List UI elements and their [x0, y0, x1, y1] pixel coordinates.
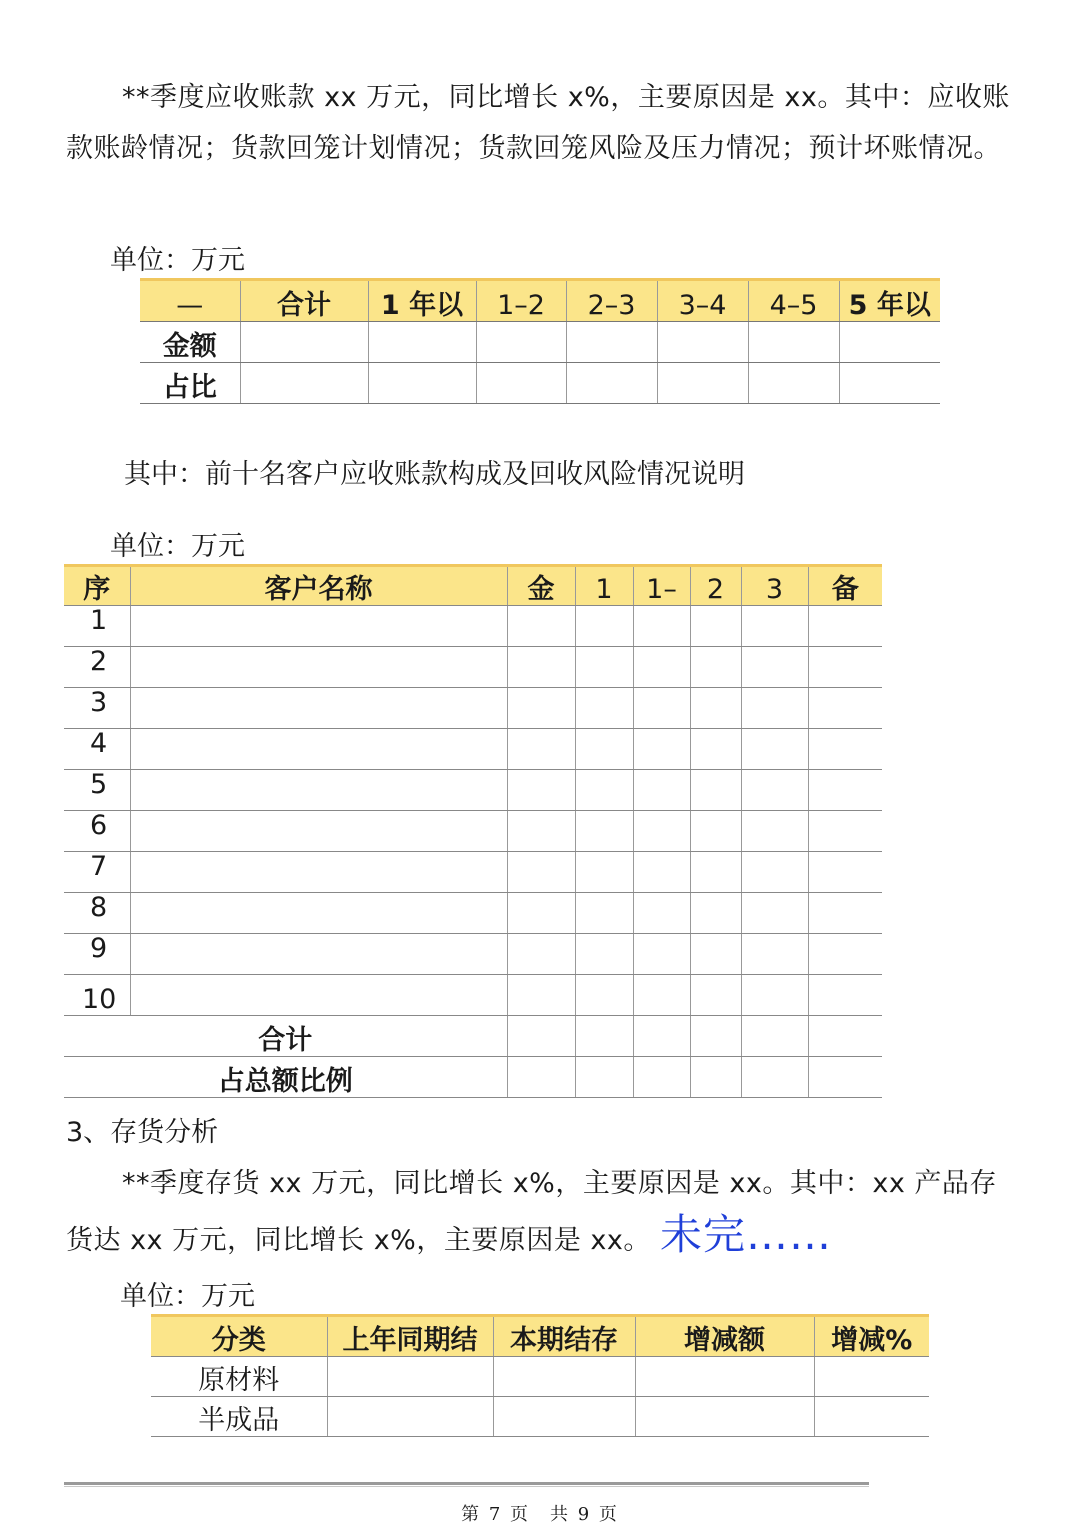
table-cell[interactable]	[814, 1397, 929, 1437]
table-row	[64, 770, 882, 811]
table-cell[interactable]	[566, 322, 657, 363]
ratio-label: 占总额比例	[64, 1057, 507, 1098]
table-cell[interactable]	[808, 893, 882, 934]
table-cell[interactable]	[507, 729, 575, 770]
table-cell[interactable]	[690, 893, 741, 934]
top-ten-header-cell: 客户名称	[130, 566, 507, 606]
footer-divider-thin	[64, 1486, 869, 1487]
table-cell[interactable]	[741, 1016, 808, 1057]
top-ten-table-header	[64, 566, 882, 606]
table-cell[interactable]	[690, 606, 741, 647]
table-row	[64, 688, 882, 729]
table-cell[interactable]	[130, 729, 507, 770]
top-ten-header-cell: 金	[507, 566, 575, 606]
table-cell[interactable]	[741, 688, 808, 729]
table-cell[interactable]	[633, 893, 690, 934]
top-ten-table	[64, 564, 882, 1098]
table-cell[interactable]	[507, 975, 575, 1016]
table-row	[151, 1357, 929, 1397]
table-cell[interactable]	[808, 1057, 882, 1098]
aging-table	[140, 278, 940, 404]
table-cell[interactable]	[741, 606, 808, 647]
table-cell[interactable]	[240, 322, 368, 363]
table-cell[interactable]	[507, 647, 575, 688]
table-cell[interactable]	[633, 975, 690, 1016]
table-cell[interactable]	[657, 322, 748, 363]
table-cell[interactable]	[575, 688, 633, 729]
aging-table-header	[140, 280, 940, 322]
table-cell[interactable]	[476, 322, 566, 363]
footer-divider	[64, 1482, 869, 1485]
table-row	[64, 729, 882, 770]
table-cell[interactable]	[741, 811, 808, 852]
table-row-ratio	[64, 1057, 882, 1098]
table-row	[64, 606, 882, 647]
table-cell[interactable]	[633, 688, 690, 729]
table-cell[interactable]	[130, 934, 507, 975]
table-cell[interactable]	[808, 688, 882, 729]
table-cell[interactable]	[507, 1057, 575, 1098]
row-number: 4	[64, 729, 130, 770]
table-cell[interactable]	[808, 729, 882, 770]
table-cell[interactable]	[690, 852, 741, 893]
table-cell[interactable]	[130, 606, 507, 647]
row-label-ratio: 占比	[140, 363, 240, 404]
table-cell[interactable]	[507, 934, 575, 975]
table-cell[interactable]	[808, 934, 882, 975]
inventory-heading: 3、存货分析	[66, 1117, 219, 1148]
table-cell[interactable]	[507, 606, 575, 647]
table-cell[interactable]	[633, 647, 690, 688]
table-cell[interactable]	[633, 1016, 690, 1057]
aging-header-cell: 5 年以	[839, 280, 940, 322]
inventory-table-header	[151, 1316, 929, 1357]
table-cell[interactable]	[633, 606, 690, 647]
table-cell[interactable]	[808, 770, 882, 811]
aging-header-cell: 1 年以	[368, 280, 476, 322]
receivables-paragraph: **季度应收账款 xx 万元，同比增长 x%，主要原因是 xx。其中：应收账款账龄情况；货款回笼计划情况；货款回笼风险及压力情况；预计坏账情况。	[66, 82, 1010, 164]
table-row	[151, 1397, 929, 1437]
table-cell[interactable]	[130, 688, 507, 729]
table-cell[interactable]	[808, 975, 882, 1016]
table1-unit-label: 单位：万元	[110, 245, 245, 276]
top-ten-header-cell: 1	[575, 566, 633, 606]
table-cell[interactable]	[633, 729, 690, 770]
table-row	[64, 893, 882, 934]
table-cell[interactable]	[741, 729, 808, 770]
table-cell[interactable]	[633, 934, 690, 975]
table-cell[interactable]	[575, 975, 633, 1016]
table-cell[interactable]	[507, 811, 575, 852]
top-ten-table-body	[64, 606, 882, 1016]
table-cell[interactable]	[327, 1357, 493, 1397]
top-ten-header-cell: 备	[808, 566, 882, 606]
table-cell[interactable]	[368, 363, 476, 404]
table-cell[interactable]	[839, 322, 940, 363]
table-cell[interactable]	[808, 852, 882, 893]
row-number: 7	[64, 852, 130, 893]
table-cell[interactable]	[690, 1057, 741, 1098]
row-label-raw-materials: 原材料	[151, 1357, 327, 1397]
table-cell[interactable]	[327, 1397, 493, 1437]
inventory-header-cell: 本期结存	[493, 1316, 635, 1357]
row-number: 5	[64, 770, 130, 811]
table-cell[interactable]	[507, 893, 575, 934]
table-cell[interactable]	[575, 1057, 633, 1098]
table-cell[interactable]	[507, 852, 575, 893]
table-cell[interactable]	[839, 363, 940, 404]
total-label: 合计	[64, 1016, 507, 1057]
table-row	[64, 975, 882, 1016]
table-cell[interactable]	[507, 770, 575, 811]
inventory-header-cell: 增减%	[814, 1316, 929, 1357]
row-number: 1	[64, 606, 130, 647]
table-cell[interactable]	[808, 647, 882, 688]
table-cell[interactable]	[690, 688, 741, 729]
aging-header-cell: 1–2	[476, 280, 566, 322]
table-cell[interactable]	[130, 811, 507, 852]
table-cell[interactable]	[690, 1016, 741, 1057]
table-cell[interactable]	[507, 1016, 575, 1057]
table-cell[interactable]	[130, 647, 507, 688]
table-row	[140, 322, 940, 363]
row-label-amount: 金额	[140, 322, 240, 363]
table3-unit-label: 单位：万元	[120, 1281, 255, 1312]
table-cell[interactable]	[741, 770, 808, 811]
table-cell[interactable]	[748, 363, 839, 404]
table-cell[interactable]	[814, 1357, 929, 1397]
table-cell[interactable]	[507, 688, 575, 729]
table-cell[interactable]	[368, 322, 476, 363]
table-row	[64, 811, 882, 852]
table-row	[140, 363, 940, 404]
table-cell[interactable]	[808, 606, 882, 647]
table-cell[interactable]	[741, 893, 808, 934]
table-row	[64, 852, 882, 893]
inventory-header-cell: 上年同期结	[327, 1316, 493, 1357]
top-ten-header-cell: 2	[690, 566, 741, 606]
table2-unit-label: 单位：万元	[110, 531, 245, 562]
table-cell[interactable]	[633, 770, 690, 811]
table-cell[interactable]	[741, 852, 808, 893]
table-cell[interactable]	[575, 934, 633, 975]
top-ten-header-cell: 1–	[633, 566, 690, 606]
table-cell[interactable]	[741, 1057, 808, 1098]
table-cell[interactable]	[690, 729, 741, 770]
inventory-text: **季度存货 xx 万元，同比增长 x%，主要原因是 xx。其中：xx 产品存货达 xx 万元，同比增长 x%，主要原因是 xx。	[66, 1168, 997, 1256]
table-cell[interactable]	[633, 1057, 690, 1098]
aging-header-cell: 3–4	[657, 280, 748, 322]
table-cell[interactable]	[476, 363, 566, 404]
table-cell[interactable]	[493, 1357, 635, 1397]
table-row	[64, 647, 882, 688]
table-cell[interactable]	[635, 1357, 814, 1397]
table-cell[interactable]	[130, 975, 507, 1016]
table-row-total	[64, 1016, 882, 1057]
unfinished-note: 未完……	[659, 1210, 832, 1259]
table-cell[interactable]	[575, 770, 633, 811]
aging-header-cell: —	[140, 280, 240, 322]
table-cell[interactable]	[575, 647, 633, 688]
table-cell[interactable]	[130, 893, 507, 934]
table-cell[interactable]	[690, 811, 741, 852]
table-cell[interactable]	[690, 934, 741, 975]
row-label-semi-finished: 半成品	[151, 1397, 327, 1437]
aging-header-cell: 合计	[240, 280, 368, 322]
row-number: 9	[64, 934, 130, 975]
top-ten-header-cell: 序	[64, 566, 130, 606]
table-cell[interactable]	[690, 647, 741, 688]
table-cell[interactable]	[575, 811, 633, 852]
inventory-paragraph	[66, 1158, 1018, 1266]
table-cell[interactable]	[130, 770, 507, 811]
table-cell[interactable]	[633, 852, 690, 893]
table-cell[interactable]	[635, 1397, 814, 1437]
table-cell[interactable]	[575, 1016, 633, 1057]
table-cell[interactable]	[748, 322, 839, 363]
table-cell[interactable]	[741, 647, 808, 688]
table-cell[interactable]	[690, 975, 741, 1016]
table-cell[interactable]	[575, 852, 633, 893]
table-cell[interactable]	[566, 363, 657, 404]
table-cell[interactable]	[741, 934, 808, 975]
table-cell[interactable]	[741, 975, 808, 1016]
top-ten-heading: 其中：前十名客户应收账款构成及回收风险情况说明	[124, 459, 745, 490]
aging-header-cell: 2–3	[566, 280, 657, 322]
page-number: 第 7 页 共 9 页	[461, 1504, 619, 1525]
table-cell[interactable]	[575, 606, 633, 647]
row-number: 6	[64, 811, 130, 852]
row-number: 8	[64, 893, 130, 934]
table-cell[interactable]	[808, 811, 882, 852]
row-number: 3	[64, 688, 130, 729]
row-number: 2	[64, 647, 130, 688]
table-cell[interactable]	[130, 852, 507, 893]
table-cell[interactable]	[690, 770, 741, 811]
table-cell[interactable]	[240, 363, 368, 404]
row-number: 10	[64, 975, 130, 1016]
table-cell[interactable]	[575, 729, 633, 770]
inventory-table	[151, 1314, 929, 1437]
table-cell[interactable]	[575, 893, 633, 934]
table-cell[interactable]	[808, 1016, 882, 1057]
inventory-header-cell: 分类	[151, 1316, 327, 1357]
table-cell[interactable]	[633, 811, 690, 852]
table-row	[64, 934, 882, 975]
top-ten-header-cell: 3	[741, 566, 808, 606]
inventory-header-cell: 增减额	[635, 1316, 814, 1357]
table-cell[interactable]	[657, 363, 748, 404]
table-cell[interactable]	[493, 1397, 635, 1437]
aging-header-cell: 4–5	[748, 280, 839, 322]
